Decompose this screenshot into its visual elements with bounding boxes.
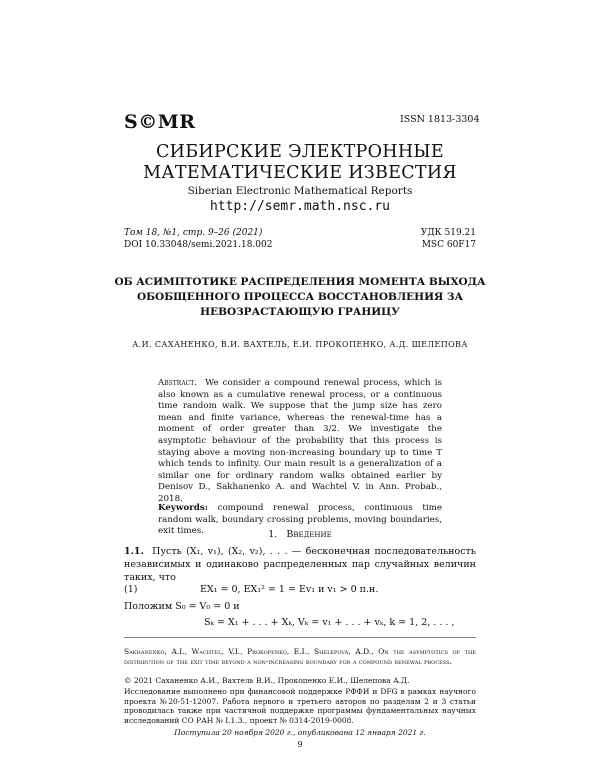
section-title: Введение <box>286 529 332 540</box>
article-title-line: ОБОБЩЕННОГО ПРОЦЕССА ВОССТАНОВЛЕНИЯ ЗА <box>136 291 464 303</box>
msc: MSC 60F17 <box>421 240 476 250</box>
footnote-received: Поступила 20 ноября 2020 г., опубликована 12 января 2021 г. <box>174 728 426 737</box>
equation-1: EX₁ = 0, EX₁² = 1 = Ev₁ и v₁ > 0 п.н. <box>200 584 379 595</box>
article-title-line: НЕВОЗРАСТАЮЩУЮ ГРАНИЦУ <box>200 306 400 318</box>
journal-title-ru-line1: СИБИРСКИЕ ЭЛЕКТРОННЫЕ <box>155 142 444 162</box>
issn: ISSN 1813-3304 <box>400 114 480 125</box>
footnote-citation: Sakhanenko, A.I., Wachtel, V.I., Prokopenko, E.I., Shelepova, A.D., On the asymptotics of the distribution of the exit time beyond a non-increasing boundary for a compound renewal process. <box>124 647 476 666</box>
paragraph-2: Положим S₀ = V₀ = 0 и <box>124 601 240 612</box>
equation-number: (1) <box>124 584 138 595</box>
footnote-divider <box>124 637 476 638</box>
journal-url[interactable]: http://semr.math.nsc.ru <box>209 199 390 214</box>
journal-logo: S©MR <box>124 111 196 133</box>
keywords-heading: Keywords: <box>158 503 208 513</box>
paragraph-number: 1.1. <box>124 546 144 557</box>
udk: УДК 519.21 <box>420 228 476 238</box>
doi[interactable]: DOI 10.33048/semi.2021.18.002 <box>124 240 273 250</box>
authors: А.И. САХАНЕНКО, В.И. ВАХТЕЛЬ, Е.И. ПРОКОПЕНКО, А.Д. ШЕЛЕПОВА <box>132 340 468 349</box>
paragraph-1 <box>124 545 476 584</box>
section-number: 1. <box>268 529 278 540</box>
footnote-funding: Исследование выполнено при финансовой поддержке РФФИ и DFG в рамках научного проекта №20-51-12007. Работа первого и третьего авторов по разделам 2 и 3 статьи проводилась также при частичной поддержке программы фундаментальных научных исследований СО РАН № I.1.3., проект № 0314-2019-0008. <box>124 687 476 725</box>
article-title <box>110 275 490 320</box>
keywords-text: compound renewal process, continuous time random walk, boundary crossing problems, moving boundaries, exit times. <box>158 503 443 537</box>
abstract-heading: Abstract. <box>158 378 198 388</box>
abstract-text: We consider a compound renewal process, which is also known as a cumulative renewal process, or a continuous time random walk. We suppose that the jump size has zero mean and finite variance, whereas the renewal-time has a moment of order greater than 3/2. We investigate the asymptotic behaviour of the probability that this process is staying above a moving non-increasing boundary up to time T which tends to infinity. Our main result is a generalization of a similar one for ordinary random walks obtained earlier by Denisov D., Sakhanenko A. and Wachtel V. in Ann. Probab., 2018. <box>158 378 442 504</box>
section-heading <box>0 529 600 540</box>
equation-2: Sₖ = X₁ + . . . + Xₖ, Vₖ = v₁ + . . . + vₖ, k = 1, 2, . . . , <box>204 617 455 628</box>
abstract <box>158 378 442 506</box>
page-number: 9 <box>297 740 303 749</box>
journal-title-ru-line2: МАТЕМАТИЧЕСКИЕ ИЗВЕСТИЯ <box>143 163 457 183</box>
footnote-copyright: © 2021 Саханенко А.И., Вахтель В.И., Прокопенко Е.И., Шелепова А.Д. <box>124 676 410 685</box>
journal-title-en: Siberian Electronic Mathematical Reports <box>187 185 413 197</box>
volume-info: Том 18, №1, стр. 9–26 (2021) <box>124 228 263 238</box>
paragraph-text: Пусть (X₁, v₁), (X₂, v₂), . . . — бесконечная последовательность независимых и одинаково распределенных пар случайных величин таких, что <box>124 546 476 583</box>
article-title-line: ОБ АСИМПТОТИКЕ РАСПРЕДЕЛЕНИЯ МОМЕНТА ВЫХОДА <box>114 276 486 288</box>
